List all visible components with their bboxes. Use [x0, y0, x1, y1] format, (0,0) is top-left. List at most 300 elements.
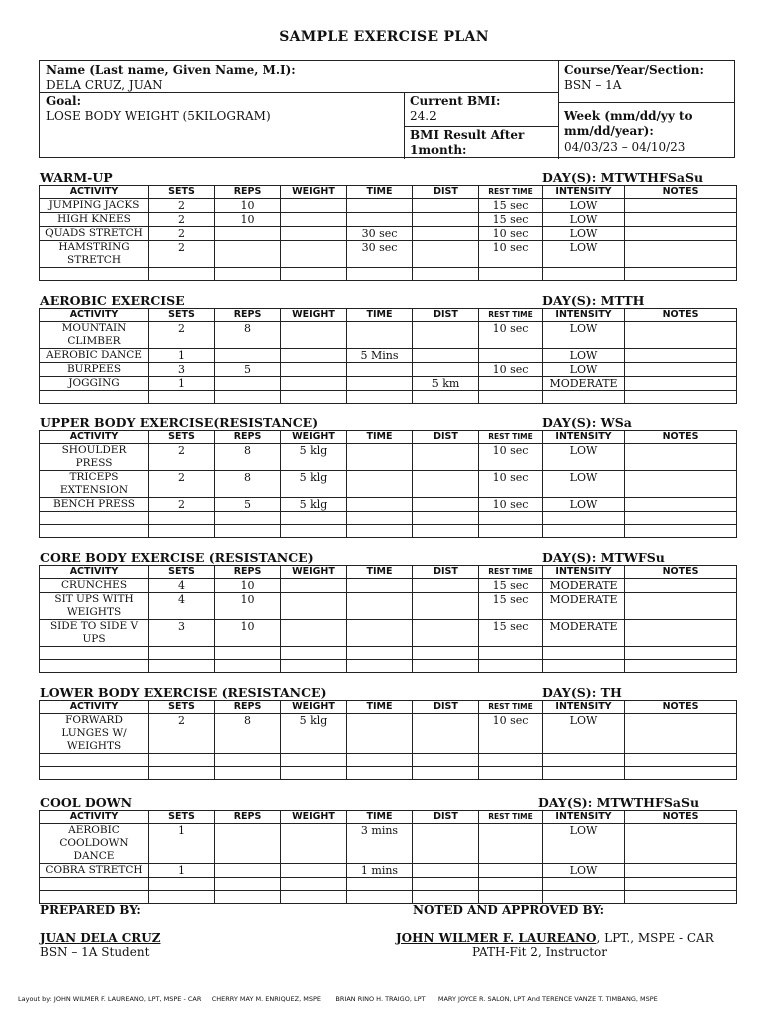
- table-cell[interactable]: [347, 660, 413, 673]
- table-cell[interactable]: SHOULDER PRESS: [40, 444, 149, 471]
- table-cell[interactable]: 10: [215, 579, 281, 593]
- table-cell[interactable]: 10 sec: [479, 714, 543, 754]
- table-cell[interactable]: BURPEES: [40, 363, 149, 377]
- table-cell[interactable]: [40, 878, 149, 891]
- column-header: REST TIME: [479, 431, 543, 444]
- table-cell[interactable]: [413, 268, 479, 281]
- table-cell[interactable]: [149, 754, 215, 767]
- table-cell[interactable]: [215, 512, 281, 525]
- table-cell[interactable]: LOW: [543, 349, 625, 363]
- exercise-table: [39, 810, 737, 904]
- table-cell[interactable]: [347, 767, 413, 780]
- table-cell[interactable]: [281, 593, 347, 620]
- table-cell[interactable]: [149, 512, 215, 525]
- table-cell[interactable]: [625, 471, 737, 498]
- table-cell[interactable]: [625, 349, 737, 363]
- table-cell[interactable]: [347, 714, 413, 754]
- table-cell[interactable]: 1: [149, 377, 215, 391]
- column-header: WEIGHT: [281, 566, 347, 579]
- table-cell[interactable]: [215, 268, 281, 281]
- table-cell[interactable]: [479, 268, 543, 281]
- table-cell[interactable]: 1: [149, 864, 215, 878]
- table-cell[interactable]: [625, 647, 737, 660]
- table-cell[interactable]: 15 sec: [479, 579, 543, 593]
- table-cell[interactable]: 5 klg: [281, 498, 347, 512]
- table-cell[interactable]: [625, 891, 737, 904]
- table-cell[interactable]: COBRA STRETCH: [40, 864, 149, 878]
- table-cell[interactable]: 2: [149, 444, 215, 471]
- table-cell[interactable]: AEROBIC DANCE: [40, 349, 149, 363]
- table-row: [40, 878, 737, 891]
- table-cell[interactable]: [479, 878, 543, 891]
- table-cell[interactable]: [413, 620, 479, 647]
- table-cell[interactable]: [413, 593, 479, 620]
- table-cell[interactable]: [479, 754, 543, 767]
- table-row: [40, 647, 737, 660]
- table-cell[interactable]: 15 sec: [479, 593, 543, 620]
- table-cell[interactable]: [281, 241, 347, 268]
- table-cell[interactable]: [215, 767, 281, 780]
- column-header: NOTES: [625, 811, 737, 824]
- table-cell[interactable]: HIGH KNEES: [40, 213, 149, 227]
- table-cell[interactable]: 15 sec: [479, 199, 543, 213]
- table-cell[interactable]: [413, 363, 479, 377]
- table-cell[interactable]: [413, 824, 479, 864]
- table-cell[interactable]: 10 sec: [479, 471, 543, 498]
- table-cell[interactable]: [413, 767, 479, 780]
- column-header: SETS: [149, 566, 215, 579]
- table-cell[interactable]: [479, 349, 543, 363]
- column-header: WEIGHT: [281, 186, 347, 199]
- table-cell[interactable]: [149, 647, 215, 660]
- table-cell[interactable]: 10 sec: [479, 322, 543, 349]
- section-days: DAY(S): WSa: [542, 415, 632, 430]
- table-cell[interactable]: 3: [149, 620, 215, 647]
- table-cell[interactable]: [625, 241, 737, 268]
- table-cell[interactable]: [625, 227, 737, 241]
- table-cell[interactable]: [479, 767, 543, 780]
- table-cell[interactable]: [347, 525, 413, 538]
- table-cell[interactable]: 5 klg: [281, 714, 347, 754]
- student-info-box: [39, 60, 735, 158]
- table-cell[interactable]: LOW: [543, 213, 625, 227]
- table-cell[interactable]: LOW: [543, 824, 625, 864]
- table-cell[interactable]: MODERATE: [543, 377, 625, 391]
- table-cell[interactable]: [347, 363, 413, 377]
- table-cell[interactable]: HAMSTRING STRETCH: [40, 241, 149, 268]
- table-cell[interactable]: 5 klg: [281, 471, 347, 498]
- table-cell[interactable]: LOW: [543, 498, 625, 512]
- table-cell[interactable]: [347, 620, 413, 647]
- table-header-row: [40, 431, 737, 444]
- column-header: NOTES: [625, 186, 737, 199]
- table-cell[interactable]: [281, 824, 347, 864]
- table-cell[interactable]: [40, 660, 149, 673]
- bmi-value[interactable]: 24.2: [410, 109, 437, 123]
- table-row: [40, 498, 737, 512]
- table-cell[interactable]: [625, 579, 737, 593]
- table-cell[interactable]: [281, 864, 347, 878]
- table-cell[interactable]: [215, 227, 281, 241]
- column-header: SETS: [149, 701, 215, 714]
- table-cell[interactable]: LOW: [543, 363, 625, 377]
- table-cell[interactable]: [215, 525, 281, 538]
- table-cell[interactable]: [347, 579, 413, 593]
- table-cell[interactable]: LOW: [543, 471, 625, 498]
- table-cell[interactable]: [625, 213, 737, 227]
- table-cell[interactable]: [479, 647, 543, 660]
- table-cell[interactable]: [625, 322, 737, 349]
- table-cell[interactable]: [281, 660, 347, 673]
- table-cell[interactable]: [625, 660, 737, 673]
- table-cell[interactable]: [479, 824, 543, 864]
- table-cell[interactable]: SIT UPS WITH WEIGHTS: [40, 593, 149, 620]
- table-cell[interactable]: [281, 377, 347, 391]
- table-cell[interactable]: [543, 391, 625, 404]
- table-cell[interactable]: [479, 891, 543, 904]
- table-cell[interactable]: [413, 444, 479, 471]
- table-cell[interactable]: 5: [215, 363, 281, 377]
- table-cell[interactable]: LOW: [543, 227, 625, 241]
- table-cell[interactable]: MODERATE: [543, 620, 625, 647]
- table-header-row: [40, 566, 737, 579]
- column-header: REPS: [215, 811, 281, 824]
- table-cell[interactable]: 10 sec: [479, 363, 543, 377]
- table-cell[interactable]: [281, 199, 347, 213]
- section-days: DAY(S): MTWTHFSaSu: [542, 170, 704, 185]
- table-cell[interactable]: [281, 878, 347, 891]
- table-row: [40, 767, 737, 780]
- table-cell[interactable]: [625, 498, 737, 512]
- table-cell[interactable]: [281, 579, 347, 593]
- table-row: [40, 579, 737, 593]
- table-row: [40, 660, 737, 673]
- column-header: INTENSITY: [543, 566, 625, 579]
- table-cell[interactable]: 2: [149, 213, 215, 227]
- table-cell[interactable]: 3: [149, 363, 215, 377]
- section-title: LOWER BODY EXERCISE (RESISTANCE): [40, 685, 327, 700]
- table-cell[interactable]: MODERATE: [543, 593, 625, 620]
- table-cell[interactable]: [215, 878, 281, 891]
- table-cell[interactable]: [625, 620, 737, 647]
- table-cell[interactable]: [625, 593, 737, 620]
- table-cell[interactable]: 15 sec: [479, 213, 543, 227]
- table-cell[interactable]: 10 sec: [479, 498, 543, 512]
- table-cell[interactable]: [413, 391, 479, 404]
- table-cell[interactable]: [149, 767, 215, 780]
- table-cell[interactable]: 5 Mins: [347, 349, 413, 363]
- table-cell[interactable]: [347, 891, 413, 904]
- table-cell[interactable]: 1 mins: [347, 864, 413, 878]
- table-cell[interactable]: LOW: [543, 864, 625, 878]
- exercise-table: [39, 565, 737, 673]
- table-cell[interactable]: [413, 227, 479, 241]
- table-cell[interactable]: CRUNCHES: [40, 579, 149, 593]
- table-cell[interactable]: [413, 714, 479, 754]
- table-cell[interactable]: [281, 754, 347, 767]
- table-cell[interactable]: [479, 864, 543, 878]
- table-cell[interactable]: 10 sec: [479, 227, 543, 241]
- table-cell[interactable]: BENCH PRESS: [40, 498, 149, 512]
- prepared-by-label: PREPARED BY:: [40, 903, 141, 917]
- table-cell[interactable]: [543, 767, 625, 780]
- table-cell[interactable]: 10: [215, 213, 281, 227]
- column-header: REPS: [215, 309, 281, 322]
- table-cell[interactable]: 5 klg: [281, 444, 347, 471]
- table-cell[interactable]: [149, 891, 215, 904]
- course-value[interactable]: BSN – 1A: [564, 78, 622, 92]
- table-cell[interactable]: [543, 891, 625, 904]
- table-cell[interactable]: LOW: [543, 714, 625, 754]
- table-cell[interactable]: 10: [215, 593, 281, 620]
- table-cell[interactable]: [625, 444, 737, 471]
- table-cell[interactable]: [149, 391, 215, 404]
- table-cell[interactable]: [281, 363, 347, 377]
- table-cell[interactable]: [215, 824, 281, 864]
- table-cell[interactable]: 15 sec: [479, 620, 543, 647]
- table-cell[interactable]: 4: [149, 579, 215, 593]
- table-cell[interactable]: [149, 878, 215, 891]
- table-cell[interactable]: [347, 647, 413, 660]
- table-cell[interactable]: [40, 268, 149, 281]
- column-header: TIME: [347, 186, 413, 199]
- table-row: [40, 199, 737, 213]
- table-cell[interactable]: [625, 878, 737, 891]
- table-cell[interactable]: [479, 512, 543, 525]
- table-cell[interactable]: [347, 754, 413, 767]
- table-cell[interactable]: [40, 891, 149, 904]
- table-cell[interactable]: [215, 891, 281, 904]
- goal-value[interactable]: LOSE BODY WEIGHT (5KILOGRAM): [46, 109, 271, 123]
- table-cell[interactable]: [413, 647, 479, 660]
- table-cell[interactable]: [413, 660, 479, 673]
- table-cell[interactable]: 10 sec: [479, 241, 543, 268]
- table-cell[interactable]: 10: [215, 620, 281, 647]
- table-cell[interactable]: [281, 391, 347, 404]
- table-cell[interactable]: [40, 647, 149, 660]
- table-cell[interactable]: [413, 512, 479, 525]
- exercise-table: [39, 700, 737, 780]
- table-cell[interactable]: [625, 525, 737, 538]
- table-cell[interactable]: [413, 754, 479, 767]
- table-cell[interactable]: [347, 199, 413, 213]
- prepared-by-role: BSN – 1A Student: [40, 945, 150, 959]
- table-row: [40, 268, 737, 281]
- table-cell[interactable]: [40, 525, 149, 538]
- table-cell[interactable]: [281, 512, 347, 525]
- table-cell[interactable]: 8: [215, 471, 281, 498]
- table-cell[interactable]: [40, 512, 149, 525]
- table-cell[interactable]: MOUNTAIN CLIMBER: [40, 322, 149, 349]
- table-cell[interactable]: [149, 268, 215, 281]
- table-cell[interactable]: [625, 377, 737, 391]
- table-cell[interactable]: [215, 754, 281, 767]
- section-days: DAY(S): MTTH: [542, 293, 645, 308]
- column-header: NOTES: [625, 566, 737, 579]
- table-cell[interactable]: TRICEPS EXTENSION: [40, 471, 149, 498]
- table-cell[interactable]: [347, 498, 413, 512]
- table-cell[interactable]: [625, 512, 737, 525]
- table-cell[interactable]: JUMPING JACKS: [40, 199, 149, 213]
- name-value[interactable]: DELA CRUZ, JUAN: [46, 78, 163, 92]
- table-cell[interactable]: 8: [215, 444, 281, 471]
- column-header: TIME: [347, 566, 413, 579]
- table-cell[interactable]: [281, 891, 347, 904]
- table-cell[interactable]: [625, 268, 737, 281]
- table-cell[interactable]: [281, 620, 347, 647]
- table-cell[interactable]: [479, 525, 543, 538]
- table-cell[interactable]: [543, 525, 625, 538]
- table-cell[interactable]: [281, 213, 347, 227]
- section-title: WARM-UP: [40, 170, 113, 185]
- table-cell[interactable]: 2: [149, 241, 215, 268]
- table-cell[interactable]: 2: [149, 199, 215, 213]
- table-cell[interactable]: [40, 767, 149, 780]
- table-row: [40, 714, 737, 754]
- section-title: CORE BODY EXERCISE (RESISTANCE): [40, 550, 314, 565]
- table-cell[interactable]: 2: [149, 322, 215, 349]
- table-cell[interactable]: [347, 213, 413, 227]
- table-cell[interactable]: [413, 241, 479, 268]
- table-cell[interactable]: [347, 512, 413, 525]
- table-cell[interactable]: [347, 322, 413, 349]
- table-cell[interactable]: LOW: [543, 241, 625, 268]
- table-cell[interactable]: [281, 525, 347, 538]
- table-cell[interactable]: [215, 647, 281, 660]
- table-cell[interactable]: [413, 891, 479, 904]
- table-cell[interactable]: 2: [149, 714, 215, 754]
- table-cell[interactable]: 10: [215, 199, 281, 213]
- table-cell[interactable]: LOW: [543, 199, 625, 213]
- table-cell[interactable]: [281, 647, 347, 660]
- table-cell[interactable]: 10 sec: [479, 444, 543, 471]
- table-cell[interactable]: [413, 349, 479, 363]
- table-cell[interactable]: [215, 241, 281, 268]
- column-header: ACTIVITY: [40, 186, 149, 199]
- table-cell[interactable]: [479, 660, 543, 673]
- section-days: DAY(S): MTWFSu: [542, 550, 665, 565]
- column-header: NOTES: [625, 431, 737, 444]
- table-cell[interactable]: [543, 660, 625, 673]
- table-cell[interactable]: [543, 512, 625, 525]
- table-cell[interactable]: [413, 864, 479, 878]
- table-cell[interactable]: JOGGING: [40, 377, 149, 391]
- name-label: Name (Last name, Given Name, M.I):: [46, 63, 296, 77]
- table-cell[interactable]: [413, 525, 479, 538]
- week-value[interactable]: 04/03/23 – 04/10/23: [564, 140, 686, 154]
- table-cell[interactable]: [215, 349, 281, 363]
- table-cell[interactable]: LOW: [543, 322, 625, 349]
- table-cell[interactable]: [347, 268, 413, 281]
- table-cell[interactable]: [625, 767, 737, 780]
- table-cell[interactable]: 3 mins: [347, 824, 413, 864]
- table-cell[interactable]: [347, 444, 413, 471]
- column-header: TIME: [347, 701, 413, 714]
- table-cell[interactable]: [543, 268, 625, 281]
- table-cell[interactable]: [215, 864, 281, 878]
- table-cell[interactable]: AEROBIC COOLDOWN DANCE: [40, 824, 149, 864]
- table-cell[interactable]: SIDE TO SIDE V UPS: [40, 620, 149, 647]
- approved-by-suffix: , LPT., MSPE - CAR: [596, 931, 714, 945]
- table-cell[interactable]: [625, 363, 737, 377]
- table-cell[interactable]: [625, 714, 737, 754]
- table-cell[interactable]: [281, 767, 347, 780]
- table-cell[interactable]: [149, 525, 215, 538]
- table-cell[interactable]: 8: [215, 322, 281, 349]
- table-cell[interactable]: [543, 878, 625, 891]
- table-cell[interactable]: [413, 498, 479, 512]
- table-cell[interactable]: [413, 878, 479, 891]
- table-cell[interactable]: [347, 471, 413, 498]
- table-cell[interactable]: 30 sec: [347, 241, 413, 268]
- approved-by-label: NOTED AND APPROVED BY:: [413, 903, 605, 917]
- table-cell[interactable]: [625, 754, 737, 767]
- table-cell[interactable]: 2: [149, 471, 215, 498]
- table-cell[interactable]: [543, 754, 625, 767]
- table-cell[interactable]: [625, 391, 737, 404]
- table-cell[interactable]: 4: [149, 593, 215, 620]
- table-cell[interactable]: [281, 349, 347, 363]
- table-cell[interactable]: [40, 754, 149, 767]
- table-cell[interactable]: QUADS STRETCH: [40, 227, 149, 241]
- table-cell[interactable]: [625, 864, 737, 878]
- table-cell[interactable]: 5: [215, 498, 281, 512]
- table-cell[interactable]: 5 km: [413, 377, 479, 391]
- table-cell[interactable]: FORWARD LUNGES W/ WEIGHTS: [40, 714, 149, 754]
- column-header: DIST: [413, 566, 479, 579]
- table-cell[interactable]: [281, 322, 347, 349]
- table-cell[interactable]: [347, 377, 413, 391]
- table-row: [40, 391, 737, 404]
- table-cell[interactable]: [479, 377, 543, 391]
- table-cell[interactable]: [149, 660, 215, 673]
- table-cell[interactable]: 1: [149, 349, 215, 363]
- table-header-row: [40, 811, 737, 824]
- table-cell[interactable]: [215, 660, 281, 673]
- table-cell[interactable]: 2: [149, 498, 215, 512]
- table-row: [40, 377, 737, 391]
- table-cell[interactable]: 1: [149, 824, 215, 864]
- table-cell[interactable]: [543, 647, 625, 660]
- column-header: WEIGHT: [281, 701, 347, 714]
- table-header-row: [40, 186, 737, 199]
- table-cell[interactable]: [413, 579, 479, 593]
- table-cell[interactable]: [347, 593, 413, 620]
- table-cell[interactable]: [413, 322, 479, 349]
- table-cell[interactable]: 8: [215, 714, 281, 754]
- column-header: DIST: [413, 309, 479, 322]
- table-cell[interactable]: [281, 227, 347, 241]
- table-cell[interactable]: MODERATE: [543, 579, 625, 593]
- column-header: DIST: [413, 811, 479, 824]
- table-cell[interactable]: LOW: [543, 444, 625, 471]
- table-cell[interactable]: [281, 268, 347, 281]
- table-cell[interactable]: [215, 377, 281, 391]
- table-cell[interactable]: [347, 391, 413, 404]
- table-cell[interactable]: [413, 471, 479, 498]
- table-cell[interactable]: [625, 824, 737, 864]
- table-cell[interactable]: [347, 878, 413, 891]
- table-cell[interactable]: [413, 199, 479, 213]
- table-cell[interactable]: [479, 391, 543, 404]
- table-cell[interactable]: [215, 391, 281, 404]
- table-cell[interactable]: 2: [149, 227, 215, 241]
- table-cell[interactable]: 30 sec: [347, 227, 413, 241]
- table-row: [40, 349, 737, 363]
- table-cell[interactable]: [413, 213, 479, 227]
- table-cell[interactable]: [40, 391, 149, 404]
- table-cell[interactable]: [625, 199, 737, 213]
